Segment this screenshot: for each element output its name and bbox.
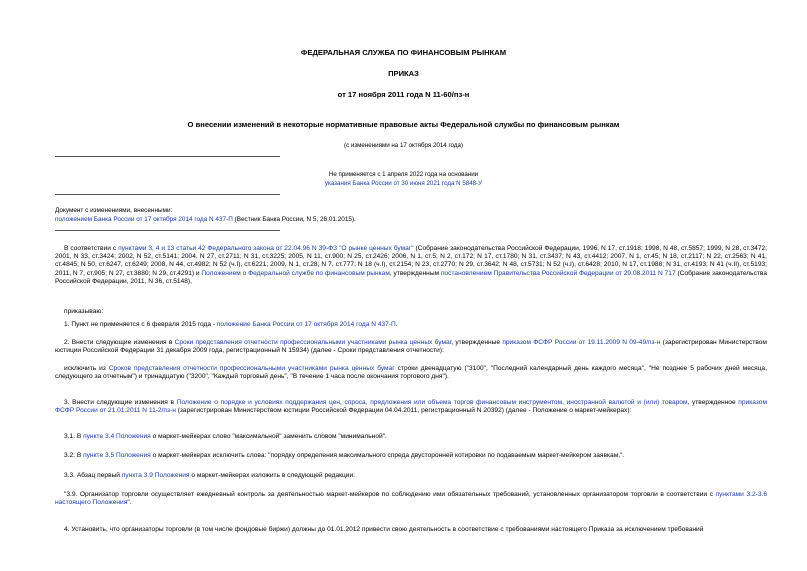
item-3-2	[55, 452, 767, 460]
item-2	[55, 339, 767, 355]
doc-date-number: от 17 ноября 2011 года N 11-60/пз-н	[337, 90, 470, 99]
item-3-1	[55, 433, 767, 441]
item-2-text-3: (зарегистрирован Министерством юстиции Российской Федерации 31 декабря 2009 года, регистрационный N 15934) (далее - Сроки представления отчетности):	[55, 339, 767, 355]
agency-title: ФЕДЕРАЛЬНАЯ СЛУЖБА ПО ФИНАНСОВЫМ РЫНКАМ	[300, 48, 507, 57]
clauses-3-2-3-6-link[interactable]: пунктами 3.2-3.6 настоящего Положения	[55, 491, 767, 507]
prikazyvayu: приказываю:	[64, 308, 104, 315]
changes-link[interactable]: положением Банка России от 17 октября 2014 года N 437-П	[55, 216, 233, 223]
item-3-9-text-2: ".	[127, 499, 132, 507]
doc-type: ПРИКАЗ	[388, 69, 419, 78]
preamble-text-2: (Собрание законодательства Российской Федерации, 1996, N 17, ст.1918; 1998, N 48, ст.5857; 1999, N 28, ст.3472; 2001, N 33, ст.3424; 2002, N 52, ст.5141; 2004, N 27, ст.2711; N 31, ст.3225; 2005, N 11, ст.900; N 25, ст.2426; 2006, N 1, ст.5; N 2, ст.172; N 17, ст.1780; N 31, ст.3437; N 43, ст.4412; 2007, N 1, ст.45; N 18, ст.2117; N 22, ст.2563; N 41, ст.4845; N 50, ст.6247, ст.6249; 2008, N 44, ст.4982; N 52 (ч.I), ст.6221; 2009, N 1, ст.28; N 7, ст.777; N 18 (ч.I), ст.2154; N 23, ст.2770; N 29, ст.3642; N 48, ст.5731; N 52 (ч.I), ст.6428; 2010, N 17, ст.1988; N 31, ст.4193; N 41 (ч.II), ст.5193; 2011, N 7, ст.905; N 27, ст.3880; N 29, ст.4291) и	[55, 245, 768, 277]
government-decree-link[interactable]: постановлением Правительства Российской Федерации от 29.08.2011 N 717	[440, 269, 676, 277]
notice-link-line	[0, 180, 807, 188]
reporting-deadlines-link[interactable]: Сроки представления отчетности профессиональными участниками рынка ценных бумаг	[174, 339, 452, 346]
market-maker-regulation-link[interactable]: Положение о порядке и условиях поддержания цен, спроса, предложения или объема торгов финансовым инструментом, иностранной валютой и (или) товаром	[176, 399, 688, 406]
item-4: 4. Установить, что организаторы торговли (в том числе фондовые биржи) должны до 01.01.2012 привести свою деятельность в соответствие с требованиями настоящего Приказа за исключением требований	[64, 526, 704, 533]
order-09-49-link[interactable]: приказом ФСФР России от 19.11.2009 N 09-49/пз-н	[502, 339, 661, 346]
item-3	[55, 399, 767, 415]
item-3-3	[55, 472, 767, 480]
preamble-text-1: В соответствии с	[64, 245, 119, 252]
changes-tail: (Вестник Банка России, N 5, 26.01.2015).	[232, 216, 356, 223]
item-1-text: 1. Пункт не применяется с 6 февраля 2015 года -	[64, 321, 217, 328]
item-3-9-text-1: "3.9. Организатор торговли осуществляет ежедневный контроль за деятельностью маркет-мейкеров по соблюдению ими обязательных требований, установленных организатором торговли в соответствии с	[64, 491, 716, 498]
fsfr-regulation-link[interactable]: Положением о Федеральной службе по финансовым рынкам	[201, 269, 390, 277]
reporting-deadlines-link-2[interactable]: Сроков представления отчетности профессиональными участниками рынка ценных бумаг	[108, 365, 395, 372]
notice-link[interactable]: указания Банка России от 30 июня 2021 года N 5848-У	[324, 180, 483, 187]
item-2a-text-2: строки двенадцатую ("3100", "Последний календарный день каждого месяца", "Не позднее 5 рабочих дней месяца, следующего за отчетным") и тринадцатую ("3200", "Каждый торговый день", "В течение 1 часа после окончания торгового дня").	[55, 365, 768, 381]
changes-line	[55, 216, 356, 224]
divider-top	[55, 156, 280, 157]
item-3-text-1: 3. Внести следующие изменения в	[64, 399, 177, 406]
notice-line: Не применяется с 1 апреля 2022 года на основании	[328, 171, 479, 178]
item-2-text-1: 2. Внести следующие изменения в	[64, 339, 175, 346]
preamble-text-4: (Собрание законодательства Российской Федерации, 2011, N 36, ст.5148),	[55, 269, 767, 285]
item-3-1-text-2: о маркет-мейкерах слово "максимальной" заменить словом "минимальной".	[150, 433, 387, 440]
item-1-link[interactable]: положение Банка России от 17 октября 2014 года N 437-П	[216, 321, 396, 328]
item-3-text-3: (зарегистрирован Министерством юстиции Российской Федерации 04.04.2011, регистрационный N 20392) (далее - Положение о маркет-мейкерах):	[175, 407, 632, 415]
divider-bottom	[55, 230, 280, 231]
item-1	[55, 321, 767, 329]
item-3-2-text-2: о маркет-мейкерах исключить слова: "порядку определения максимального спреда двусторонней котировки по подаваемым маркет-мейкером заявкам,".	[150, 452, 625, 459]
doc-subject: О внесении изменений в некоторые нормативные правовые акты Федеральной службы по финансовым рынкам	[187, 120, 620, 129]
item-3-text-2: , утвержденное	[687, 399, 739, 406]
clause-3-5-link[interactable]: пункте 3.5 Положения	[83, 452, 151, 459]
item-3-2-text-1: 3.2. В	[64, 452, 84, 459]
item-2a-text-1: исключить из	[64, 365, 109, 372]
item-3-3-text-2: о маркет-мейкерах изложить в следующей редакции:	[189, 472, 356, 479]
changes-label: Документ с изменениями, внесенными:	[55, 207, 173, 214]
clause-3-9-link[interactable]: пункта 3.9 Положения	[121, 472, 190, 479]
clause-3-4-link[interactable]: пункте 3.4 Положения	[83, 433, 151, 440]
item-3-3-text-1: 3.3. Абзац первый	[64, 472, 122, 479]
preamble-paragraph	[55, 245, 767, 286]
item-2-text-2: , утвержденные	[451, 339, 503, 346]
preamble-text-3: , утвержденным	[389, 269, 441, 277]
item-1-tail: .	[395, 321, 398, 328]
order-11-2-link[interactable]: приказом ФСФР России от 21.01.2011 N 11-2/пз-н	[55, 399, 767, 415]
item-2-exclude	[55, 365, 767, 381]
law-39fz-link[interactable]: пунктами 3, 4 и 13 статьи 42 Федерального закона от 22.04.96 N 39-ФЗ "О рынке ценных бумаг"	[118, 245, 414, 252]
item-3-1-text-1: 3.1. В	[64, 433, 84, 440]
item-3-9-quote	[55, 491, 767, 507]
divider-middle	[55, 194, 280, 195]
doc-edition: (с изменениями на 17 октября 2014 года)	[344, 142, 463, 149]
